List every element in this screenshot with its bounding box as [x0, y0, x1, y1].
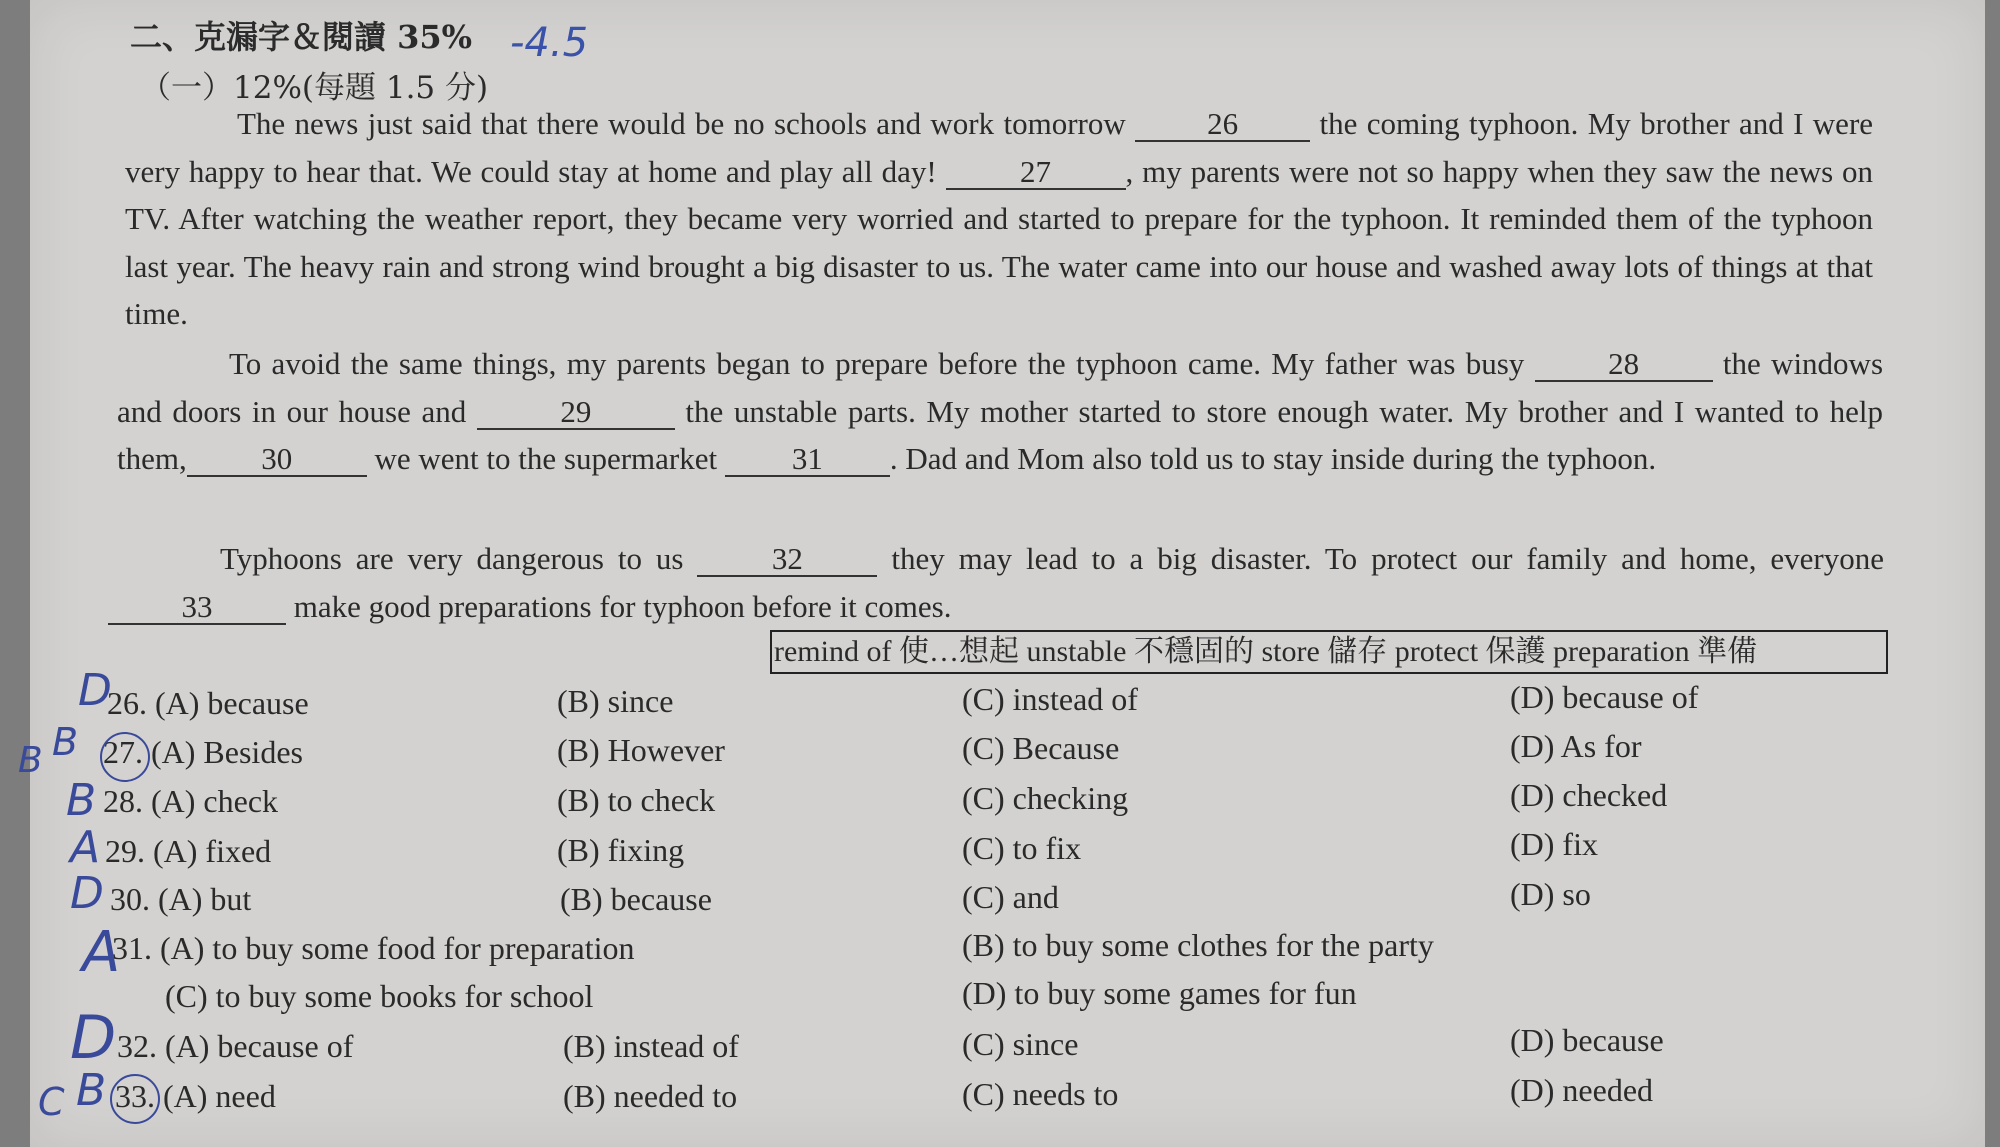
handwritten-answer-26: D	[78, 665, 112, 716]
option-29-d: (D) fix	[1510, 826, 1598, 862]
handwritten-answer-29: A	[70, 822, 101, 873]
question-26: 26. (A) because	[107, 685, 309, 721]
option-29-c: (C) to fix	[962, 830, 1082, 866]
blank-32: 32	[697, 543, 877, 577]
blank-29: 29	[477, 396, 675, 430]
option-32-c: (C) since	[962, 1026, 1079, 1062]
passage-paragraph-3: Typhoons are very dangerous to us 32 they may lead to a big disaster. To protect our family and home, everyone 33 make good preparations for typhoon before it comes.	[108, 535, 1884, 630]
option-29-b: (B) fixing	[557, 832, 685, 868]
option-32-d: (D) because	[1510, 1022, 1664, 1058]
handwritten-answer-28: B	[66, 775, 97, 826]
blank-30: 30	[187, 443, 367, 477]
vocabulary-box: remind of 使…想起 unstable 不穩固的 store 儲存 protect 保護 preparation 準備	[770, 630, 1888, 674]
option-28-c: (C) checking	[962, 780, 1129, 816]
circle-mark-33	[110, 1074, 160, 1124]
option-32-b: (B) instead of	[563, 1028, 739, 1064]
blank-33: 33	[108, 591, 286, 625]
handwritten-answer-30: D	[70, 868, 104, 919]
circle-mark-27	[100, 732, 150, 782]
option-30-d: (D) so	[1510, 876, 1591, 912]
option-31-b: (B) to buy some clothes for the party	[962, 927, 1434, 963]
option-27-c: (C) Because	[962, 730, 1120, 766]
question-32: 32. (A) because of	[117, 1028, 354, 1064]
blank-28: 28	[1535, 348, 1713, 382]
handwritten-answer-31: A	[82, 920, 121, 985]
option-30-c: (C) and	[962, 879, 1059, 915]
option-26-d: (D) because of	[1510, 679, 1699, 715]
option-31-c: (C) to buy some books for school	[165, 978, 594, 1014]
option-26-c: (C) instead of	[962, 681, 1138, 717]
section-title: 二、克漏字＆閱讀 35%	[130, 18, 473, 56]
blank-31: 31	[725, 443, 890, 477]
question-29: 29. (A) fixed	[105, 833, 272, 869]
handwritten-answer-27-left: B	[18, 740, 43, 781]
question-28: 28. (A) check	[103, 783, 279, 819]
question-30: 30. (A) but	[110, 881, 252, 917]
blank-27: 27	[946, 156, 1126, 190]
option-33-b: (B) needed to	[563, 1078, 738, 1114]
option-27-d: (D) As for	[1510, 728, 1642, 764]
option-26-b: (B) since	[557, 683, 674, 719]
handwritten-answer-33-left: C	[38, 1080, 65, 1124]
passage-paragraph-2: To avoid the same things, my parents began to prepare before the typhoon came. My father was busy 28 the windows and doors in our house and 29 the unstable parts. My mother started to store enough water. My brother and I wanted to help them, 30 we went to the supermarket 31 . Dad and Mom also told us to stay inside during the typhoon.	[117, 346, 1884, 476]
handwritten-score-mark: -4.5	[510, 20, 589, 66]
question-33: 33. (A) need	[115, 1078, 276, 1114]
blank-26: 26	[1135, 108, 1310, 142]
option-33-c: (C) needs to	[962, 1076, 1119, 1112]
handwritten-answer-27: B	[52, 720, 79, 764]
passage-paragraph-1: The news just said that there would be no schools and work tomorrow 26 the coming typhoon. My brother and I were very happy to hear that. We could stay at home and play all day! 27 , my parents were not so happy when they saw the news on TV. After watching the weather report, they became very worried and started to prepare for the typhoon. It reminded them of the typhoon last year. The heavy rain and strong wind brought a big disaster to us. The water came into our house and washed away lots of things at that time.	[125, 106, 1874, 331]
option-30-b: (B) because	[560, 881, 712, 917]
option-27-b: (B) However	[557, 732, 725, 768]
option-33-d: (D) needed	[1510, 1072, 1654, 1108]
subsection-title: （一）12%(每題 1.5 分)	[140, 70, 489, 106]
option-31-d: (D) to buy some games for fun	[962, 975, 1357, 1011]
question-27: 27. (A) Besides	[103, 734, 303, 770]
handwritten-answer-32: D	[70, 1003, 117, 1073]
option-28-d: (D) checked	[1510, 777, 1668, 813]
option-28-b: (B) to check	[557, 782, 716, 818]
question-31: 31. (A) to buy some food for preparation	[112, 930, 635, 966]
handwritten-answer-33: B	[76, 1065, 107, 1116]
